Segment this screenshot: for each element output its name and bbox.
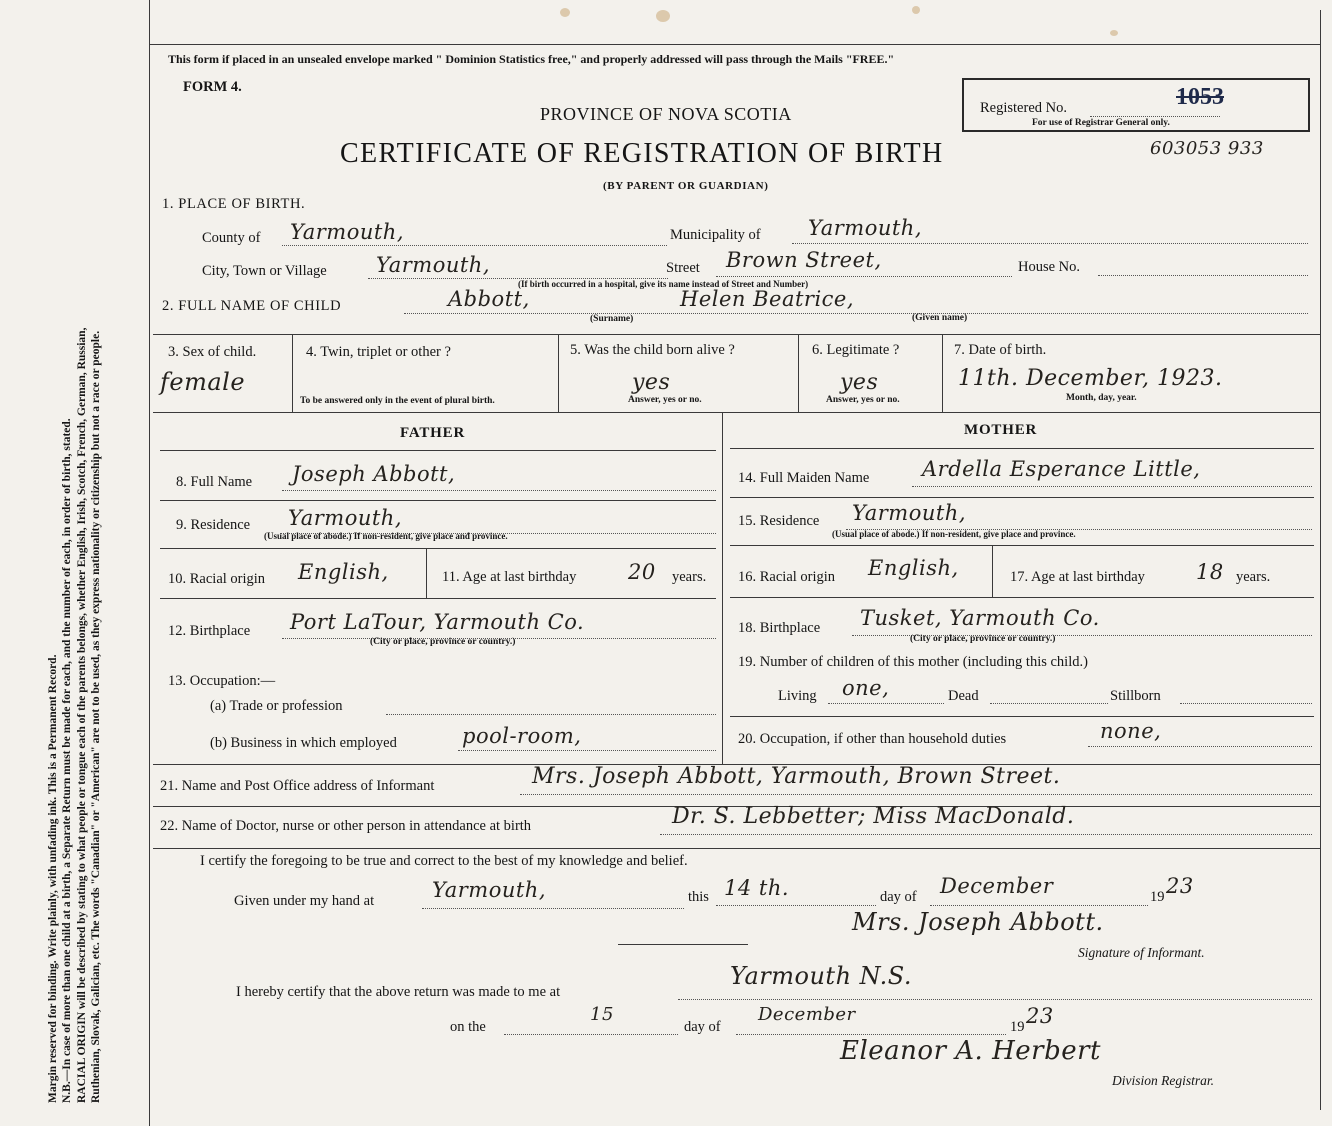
given-day-line	[716, 905, 876, 906]
father-racial-label: 10. Racial origin	[168, 571, 266, 587]
col-divider	[798, 334, 799, 412]
registrar-month-value: December	[758, 1004, 856, 1025]
sex-label: 3. Sex of child.	[168, 344, 257, 360]
registered-number-box	[962, 78, 1310, 132]
mother-racial-value: English,	[868, 556, 959, 580]
given-month-line	[930, 905, 1148, 906]
row-divider	[153, 334, 1320, 335]
father-name-value: Joseph Abbott,	[292, 462, 456, 486]
mother-name-label: 14. Full Maiden Name	[738, 470, 870, 486]
child-name-label: 2. FULL NAME OF CHILD	[162, 298, 342, 314]
mother-occupation-value: none,	[1100, 719, 1162, 743]
registered-label: Registered No.	[980, 100, 1067, 116]
form-number: FORM 4.	[183, 79, 242, 95]
registrar-place-line	[678, 999, 1312, 1000]
col-divider	[942, 334, 943, 412]
registrar-note: For use of Registrar General only.	[1032, 118, 1170, 128]
center-divider	[722, 412, 723, 764]
father-age-label: 11. Age at last birthday	[442, 569, 577, 585]
registrar-on-label: on the	[450, 1019, 486, 1035]
registrar-year-value: 23	[1026, 1004, 1054, 1028]
father-residence-value: Yarmouth,	[288, 506, 403, 530]
house-line	[1098, 275, 1308, 276]
street-value: Brown Street,	[726, 248, 882, 272]
given-year-value: 23	[1166, 874, 1194, 898]
mother-age-unit: years.	[1236, 569, 1271, 585]
registrar-statement: I hereby certify that the above return was made to me at	[236, 984, 561, 1000]
father-residence-label: 9. Residence	[176, 517, 251, 533]
county-line	[282, 245, 667, 246]
father-racial-divider	[426, 548, 427, 598]
father-occupation-label: 13. Occupation:—	[168, 673, 276, 689]
paper-stain	[656, 10, 670, 22]
margin-note-4: Ruthenian, Slovak, Galician, etc. The words "Canadian" or "American" are not to be used, as they express nationality or citizenship but not a race or people.	[90, 330, 103, 1103]
registrar-month-line	[736, 1034, 1006, 1035]
given-day-value: 14 th.	[724, 876, 790, 900]
mother-rule	[730, 716, 1314, 717]
legit-value: yes	[840, 370, 879, 395]
father-rule	[160, 548, 716, 549]
binding-margin	[0, 0, 150, 1126]
registrar-dayof-label: day of	[684, 1019, 721, 1035]
surname-caption: (Surname)	[590, 314, 634, 324]
doctor-line	[660, 834, 1312, 835]
child-name-line	[404, 313, 1308, 314]
province-title: PROVINCE OF NOVA SCOTIA	[540, 104, 792, 124]
mother-name-line	[912, 486, 1312, 487]
signature-line	[618, 944, 748, 945]
street-label: Street	[666, 260, 700, 276]
mother-birthplace-note: (City or place, province or country.)	[910, 634, 1056, 644]
registrar-place-value: Yarmouth N.S.	[730, 962, 912, 990]
margin-note-2: N.B.—In case of more than one child at a birth, a Separate Return must be made for each, and the number of each, in order of birth, stated.	[61, 418, 74, 1103]
registrar-day-value: 15	[590, 1004, 614, 1025]
living-label: Living	[778, 688, 817, 704]
father-age-unit: years.	[672, 569, 707, 585]
mother-heading: MOTHER	[964, 422, 1038, 438]
place-heading: 1. PLACE OF BIRTH.	[162, 196, 306, 212]
paper-stain	[912, 6, 920, 14]
frame-right	[1320, 10, 1321, 1110]
informant-line	[520, 794, 1312, 795]
living-value: one,	[842, 676, 890, 700]
margin-numbers: 603053 933	[1150, 138, 1264, 159]
mother-racial-label: 16. Racial origin	[738, 569, 836, 585]
father-trade-label: (a) Trade or profession	[210, 698, 343, 714]
mother-name-value: Ardella Esperance Little,	[922, 457, 1201, 481]
street-line	[716, 276, 1012, 277]
city-value: Yarmouth,	[376, 253, 491, 277]
father-business-label: (b) Business in which employed	[210, 735, 397, 751]
father-birthplace-label: 12. Birthplace	[168, 623, 251, 639]
dead-line	[990, 703, 1108, 704]
registrar-year-prefix: 19	[1010, 1019, 1025, 1035]
margin-notes	[46, 23, 104, 1103]
hospital-note: (If birth occurred in a hospital, give its name instead of Street and Number)	[518, 279, 809, 289]
alive-label: 5. Was the child born alive ?	[570, 342, 735, 358]
house-label: House No.	[1018, 259, 1081, 275]
date-value: 11th. December, 1923.	[958, 366, 1223, 391]
mother-birthplace-label: 18. Birthplace	[738, 620, 821, 636]
county-label: County of	[202, 230, 261, 246]
mother-birthplace-value: Tusket, Yarmouth Co.	[860, 606, 1100, 630]
father-heading-rule	[160, 450, 716, 451]
municipality-value: Yarmouth,	[808, 216, 923, 240]
twin-label: 4. Twin, triplet or other ?	[306, 344, 451, 360]
certify-statement: I certify the foregoing to be true and correct to the best of my knowledge and belief.	[200, 853, 688, 869]
alive-value: yes	[632, 370, 671, 395]
mother-residence-label: 15. Residence	[738, 513, 820, 529]
mother-rule	[730, 497, 1314, 498]
frame-top	[150, 44, 1320, 45]
dead-label: Dead	[948, 688, 979, 704]
margin-note-3: RACIAL ORIGIN will be described by stating to what people or tongue each of the parents belongs, whether English, Irish, Scotch, French, German, Russian,	[76, 327, 88, 1103]
informant-signature-caption: Signature of Informant.	[1078, 945, 1205, 960]
sex-value: female	[160, 368, 246, 396]
mother-occupation-label: 20. Occupation, if other than household duties	[738, 731, 1007, 747]
given-dayof-label: day of	[880, 889, 917, 905]
father-racial-value: English,	[298, 560, 389, 584]
mother-children-label: 19. Number of children of this mother (including this child.)	[738, 654, 1088, 670]
informant-label: 21. Name and Post Office address of Informant	[160, 778, 435, 794]
row-divider	[153, 848, 1320, 849]
mother-rule	[730, 597, 1314, 598]
page-title: CERTIFICATE OF REGISTRATION OF BIRTH	[340, 138, 944, 169]
legit-label: 6. Legitimate ?	[812, 342, 900, 358]
legit-note: Answer, yes or no.	[826, 395, 900, 405]
given-month-value: December	[940, 874, 1054, 898]
doctor-label: 22. Name of Doctor, nurse or other person in attendance at birth	[160, 818, 532, 834]
col-divider	[558, 334, 559, 412]
paper-stain	[560, 8, 570, 17]
registrar-signature: Eleanor A. Herbert	[840, 1036, 1101, 1066]
father-birthplace-value: Port LaTour, Yarmouth Co.	[290, 610, 585, 634]
mother-rule	[730, 545, 1314, 546]
mother-residence-value: Yarmouth,	[852, 501, 967, 525]
col-divider	[292, 334, 293, 412]
father-residence-note: (Usual place of abode.) If non-resident, give place and province.	[264, 531, 508, 541]
child-given-names: Helen Beatrice,	[680, 287, 855, 311]
given-caption: (Given name)	[912, 313, 968, 323]
informant-signature: Mrs. Joseph Abbott.	[852, 908, 1104, 936]
given-label: Given under my hand at	[234, 893, 375, 909]
date-note: Month, day, year.	[1066, 393, 1137, 403]
father-heading: FATHER	[400, 425, 466, 441]
mail-notice: This form if placed in an unsealed envelope marked " Dominion Statistics free," and properly addressed will pass through the Mails "FREE."	[168, 52, 895, 66]
date-label: 7. Date of birth.	[954, 342, 1047, 358]
registered-number: 1053	[1176, 84, 1224, 110]
informant-value: Mrs. Joseph Abbott, Yarmouth, Brown Street.	[532, 764, 1061, 789]
father-age-value: 20	[628, 560, 656, 584]
given-place-line	[422, 908, 684, 909]
municipality-line	[792, 243, 1308, 244]
father-rule	[160, 500, 716, 501]
municipality-label: Municipality of	[670, 227, 761, 243]
father-birthplace-note: (City or place, province or country.)	[370, 637, 516, 647]
twin-note: To be answered only in the event of plural birth.	[300, 396, 495, 406]
child-surname: Abbott,	[448, 287, 530, 311]
mother-age-label: 17. Age at last birthday	[1010, 569, 1145, 585]
father-name-line	[282, 490, 716, 491]
stillborn-line	[1180, 703, 1312, 704]
mother-heading-rule	[730, 448, 1314, 449]
county-value: Yarmouth,	[290, 220, 405, 244]
father-business-value: pool-room,	[462, 724, 582, 748]
father-business-line	[458, 750, 716, 751]
father-name-label: 8. Full Name	[176, 474, 253, 490]
mother-occupation-line	[1088, 746, 1312, 747]
this-label: this	[688, 889, 709, 905]
father-rule	[160, 598, 716, 599]
margin-note-1: Margin reserved for binding. Write plainly, with unfading ink. This is a Permanent Record.	[47, 654, 60, 1103]
registrar-day-line	[504, 1034, 678, 1035]
mother-residence-note: (Usual place of abode.) If non-resident, give place and province.	[832, 529, 1076, 539]
father-trade-line	[386, 714, 716, 715]
paper-stain	[1110, 30, 1118, 36]
alive-note: Answer, yes or no.	[628, 395, 702, 405]
living-line	[828, 703, 944, 704]
given-place-value: Yarmouth,	[432, 878, 547, 902]
page-subtitle: (BY PARENT OR GUARDIAN)	[603, 180, 769, 192]
stillborn-label: Stillborn	[1110, 688, 1161, 704]
row-divider	[153, 412, 1320, 413]
registered-line	[1090, 116, 1220, 117]
given-year-prefix: 19	[1150, 889, 1165, 905]
mother-racial-divider	[992, 545, 993, 597]
registrar-caption: Division Registrar.	[1112, 1073, 1215, 1088]
mother-age-value: 18	[1196, 560, 1224, 584]
doctor-value: Dr. S. Lebbetter; Miss MacDonald.	[672, 804, 1075, 829]
city-label: City, Town or Village	[202, 263, 327, 279]
